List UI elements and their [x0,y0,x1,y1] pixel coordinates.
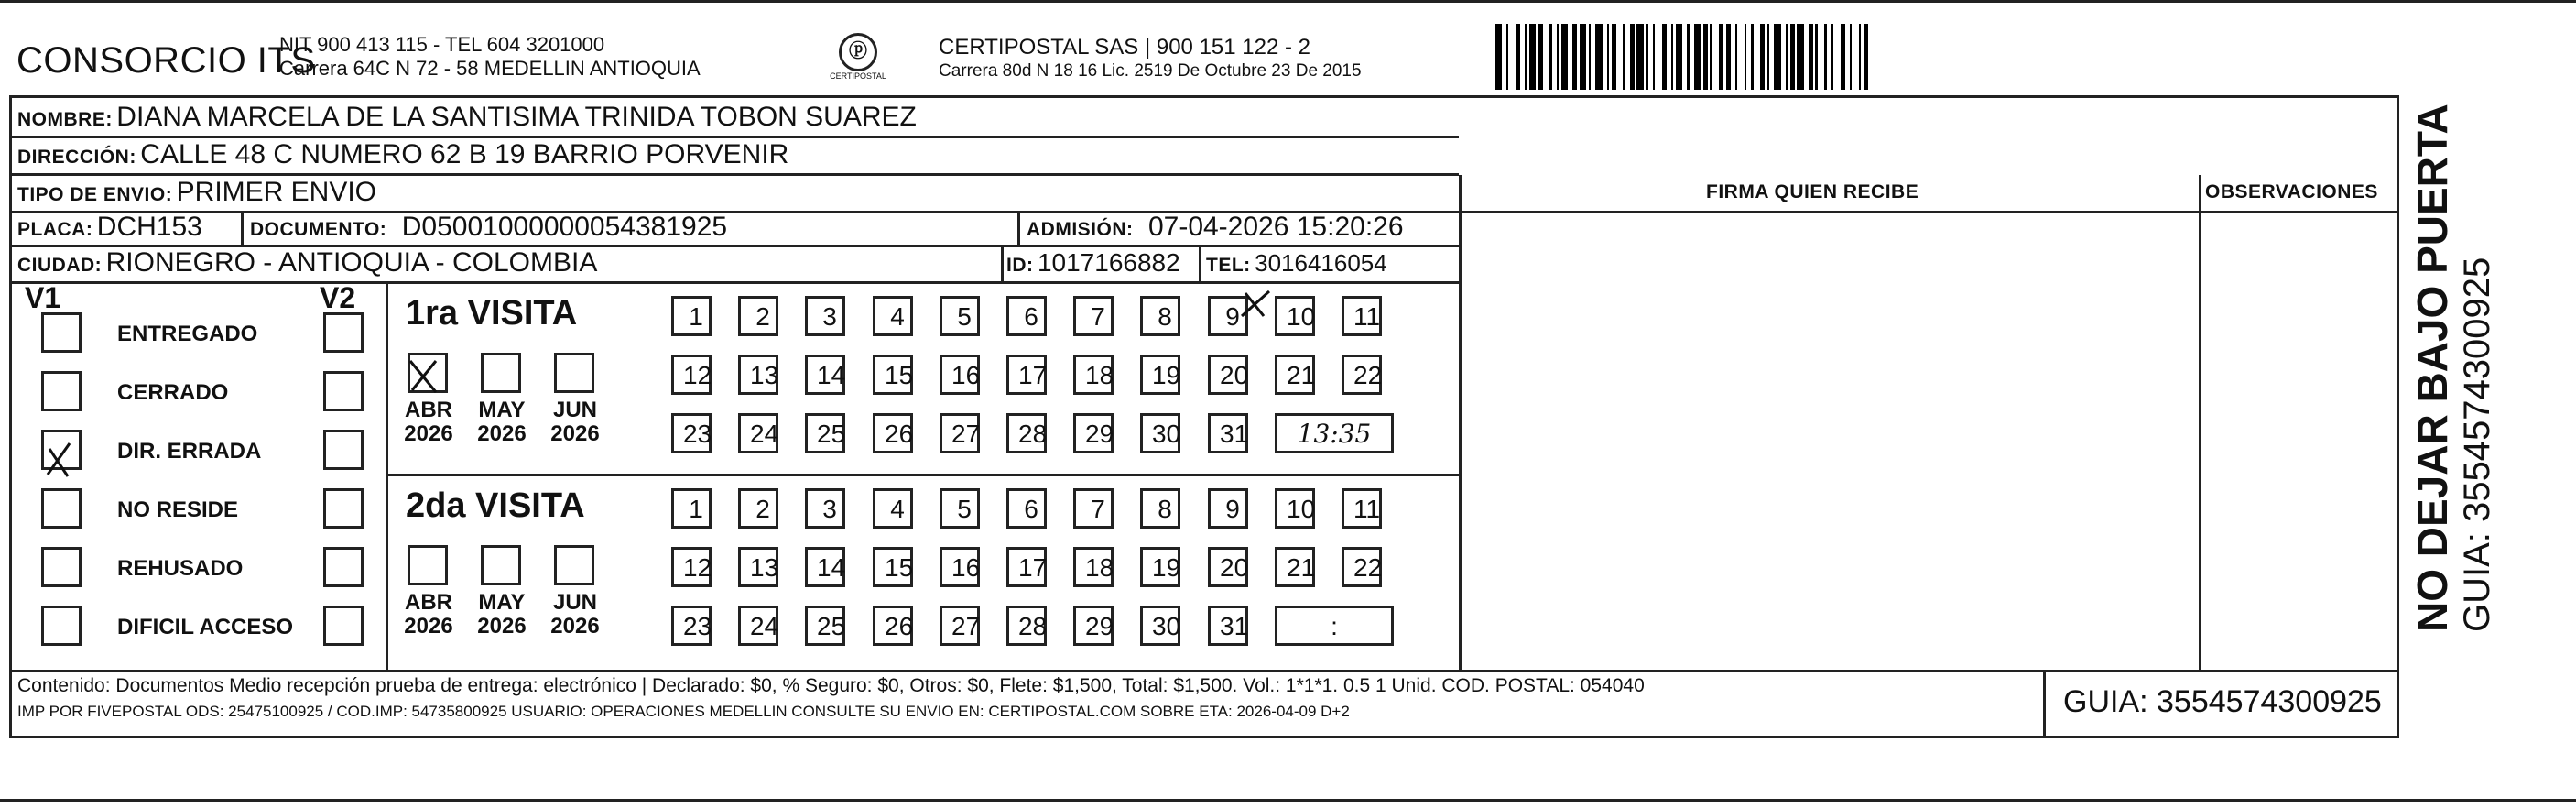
day-box[interactable]: 17 [1006,547,1047,587]
v1-checkbox[interactable] [41,606,82,646]
status-label: DIR. ERRADA [117,439,262,464]
month-checkbox[interactable] [554,545,594,585]
day-box[interactable]: 26 [873,413,913,453]
month-name: MAY [478,590,526,615]
month-label [470,399,534,446]
ciudad-label: CIUDAD: [17,255,103,276]
day-box[interactable]: 13 [738,355,778,395]
day-box[interactable]: 4 [873,296,913,336]
v2-checkbox[interactable] [323,488,364,529]
barcode-bar [1616,24,1624,90]
divider [241,212,244,246]
barcode-bar [1864,24,1868,90]
day-box[interactable]: 14 [805,547,845,587]
status-label: NO RESIDE [117,497,239,522]
status-label: CERRADO [117,380,229,405]
v2-checkbox[interactable] [323,371,364,411]
day-box[interactable]: 8 [1140,488,1180,529]
day-box[interactable]: 18 [1073,547,1114,587]
status-label: DIFICIL ACCESO [117,615,294,639]
admision-field [1027,212,1404,247]
barcode-bar [1561,24,1569,90]
v1-checkbox[interactable] [41,371,82,411]
certipostal-logo [829,33,887,84]
day-box[interactable]: 11 [1342,488,1382,529]
day-box[interactable]: 23 [671,413,712,453]
placa-label: PLACA: [17,219,93,240]
day-box[interactable]: 9 [1208,488,1248,529]
month-name: JUN [552,398,597,422]
day-box[interactable]: 1 [671,296,712,336]
certipostal-name: CERTIPOSTAL SAS | 900 151 122 - 2 [939,35,1310,60]
day-box[interactable]: 28 [1006,606,1047,646]
day-box[interactable]: 8 [1140,296,1180,336]
day-box[interactable]: 15 [873,547,913,587]
v1-checkbox[interactable] [41,312,82,353]
id-label: ID: [1006,255,1034,276]
barcode [1495,24,2223,90]
month-label [543,399,607,446]
month-year: 2026 [477,614,527,639]
placa-value: DCH153 [96,212,202,242]
company-nit-tel: NIT 900 413 115 - TEL 604 3201000 [279,33,605,56]
barcode-bar [1543,24,1550,90]
direccion-field [17,139,788,175]
day-box[interactable]: 5 [940,296,980,336]
admision-value: 07-04-2026 15:20:26 [1147,212,1404,242]
placa-field [17,212,202,247]
documento-value: D05001000000054381925 [401,212,728,242]
month-label [543,591,607,639]
divider [12,670,2397,672]
day-box[interactable]: 19 [1140,547,1180,587]
id-value: 1017166882 [1037,248,1180,277]
v1-checkbox[interactable] [41,430,82,470]
day-box[interactable]: 1 [671,488,712,529]
tipo-envio-label: TIPO DE ENVIO: [17,184,173,205]
day-box[interactable]: 3 [805,488,845,529]
side-guia: GUIA: 3554574300925 [2457,257,2497,632]
barcode-bar [1754,24,1761,90]
day-box[interactable]: 24 [738,413,778,453]
day-box[interactable]: 21 [1275,355,1315,395]
bottom-rule [0,799,2576,802]
day-box[interactable]: 12 [671,547,712,587]
day-box[interactable]: 31 [1208,413,1248,453]
month-label [470,591,534,639]
v2-checkbox[interactable] [323,547,364,587]
day-box[interactable]: 26 [873,606,913,646]
divider [1017,212,1020,246]
direccion-value: CALLE 48 C NUMERO 62 B 19 BARRIO PORVENIR [140,139,789,169]
barcode-bar [1580,24,1587,90]
month-checkbox[interactable] [408,545,448,585]
barcode-bar [1712,24,1720,90]
month-year: 2026 [550,421,600,446]
nombre-value: DIANA MARCELA DE LA SANTISIMA TRINIDA TOBON SUAREZ [116,102,917,132]
day-box[interactable]: 6 [1006,488,1047,529]
month-name: JUN [552,590,597,615]
day-box[interactable]: 29 [1073,606,1114,646]
day-box[interactable]: 15 [873,355,913,395]
day-box[interactable]: 21 [1275,547,1315,587]
divider [386,281,388,670]
time-box[interactable]: 13:35 [1275,413,1394,453]
divider [386,474,1459,476]
v1-checkbox[interactable] [41,547,82,587]
top-rule [0,0,2576,3]
day-box[interactable]: 11 [1342,296,1382,336]
time-box[interactable]: : [1275,606,1394,646]
day-box[interactable]: 4 [873,488,913,529]
barcode-bar [1818,24,1825,90]
observaciones-label: OBSERVACIONES [2205,181,2378,202]
side-warning: NO DEJAR BAJO PUERTA [2408,104,2456,632]
day-box[interactable]: 20 [1208,547,1248,587]
v1-label: V1 [25,281,61,314]
v2-checkbox[interactable] [323,312,364,353]
nombre-label: NOMBRE: [17,109,113,130]
barcode-bar [1595,24,1603,90]
month-year: 2026 [404,421,453,446]
ciudad-value: RIONEGRO - ANTIOQUIA - COLOMBIA [105,247,598,278]
month-checkbox[interactable] [481,353,521,393]
day-box[interactable]: 27 [940,606,980,646]
visit-title: 1ra VISITA [406,294,578,333]
day-box[interactable]: 17 [1006,355,1047,395]
day-box[interactable]: 10 [1275,296,1315,336]
side-text [2408,104,2498,632]
v2-checkbox[interactable] [323,430,364,470]
firma-label: FIRMA QUIEN RECIBE [1706,181,1919,202]
company-address: Carrera 64C N 72 - 58 MEDELLIN ANTIOQUIA [279,57,701,80]
month-name: MAY [478,398,526,422]
footer-guia: GUIA: 3554574300925 [2063,684,2382,719]
day-box[interactable]: 5 [940,488,980,529]
day-box[interactable]: 20 [1208,355,1248,395]
day-box[interactable]: 25 [805,606,845,646]
tipo-envio-value: PRIMER ENVIO [176,177,377,207]
day-box[interactable]: 10 [1275,488,1315,529]
footer-contenido: Contenido: Documentos Medio recepción prueba de entrega: electrónico | Declarado: $0, % Seguro: $0, Otros: $0, Flete: $1,500, Total: $1,500. Vol.: 1*1*1. 0.5 1 Unid. COD. POSTAL: 054040 [17,675,1645,696]
day-box[interactable]: 30 [1140,606,1180,646]
logo-text: CERTIPOSTAL [830,71,886,81]
barcode-bar [1737,24,1745,90]
day-box[interactable]: 16 [940,355,980,395]
day-box[interactable]: 22 [1342,547,1382,587]
id-field [1006,247,1180,283]
day-box[interactable]: 22 [1342,355,1382,395]
ciudad-field [17,247,597,283]
admision-label: ADMISIÓN: [1027,219,1134,240]
month-year: 2026 [404,614,453,639]
day-box[interactable]: 27 [940,413,980,453]
nombre-field [17,102,917,137]
divider [2043,672,2046,736]
month-year: 2026 [477,421,527,446]
day-box[interactable]: 2 [738,488,778,529]
day-box[interactable]: 7 [1073,488,1114,529]
day-box[interactable]: 24 [738,606,778,646]
visit-title: 2da VISITA [406,486,585,525]
tel-field [1206,247,1387,283]
divider [1459,175,1462,670]
day-box[interactable]: 19 [1140,355,1180,395]
barcode-bar [1833,24,1841,90]
day-box[interactable]: 28 [1006,413,1047,453]
month-label [397,591,461,639]
barcode-bar [1636,24,1644,90]
company-name: CONSORCIO ITS [16,40,316,81]
day-box[interactable]: 30 [1140,413,1180,453]
barcode-bar [1676,24,1683,90]
day-box[interactable]: 9 [1208,296,1248,336]
day-box[interactable]: 3 [805,296,845,336]
divider [1199,246,1201,281]
tipo-envio-field [17,177,376,213]
footer-imp: IMP POR FIVEPOSTAL ODS: 25475100925 / COD.IMP: 54735800925 USUARIO: OPERACIONES MEDELLIN CONSULTE SU ENVIO EN: CERTIPOSTAL.COM SOBRE ETA: 2026-04-09 D+2 [17,703,1350,720]
day-box[interactable]: 7 [1073,296,1114,336]
v2-label: V2 [320,281,356,314]
day-box[interactable]: 23 [671,606,712,646]
v1-checkbox[interactable] [41,488,82,529]
day-box[interactable]: 13 [738,547,778,587]
barcode-bar [1852,24,1859,90]
day-box[interactable]: 16 [940,547,980,587]
barcode-bar [1694,24,1701,90]
tel-label: TEL: [1206,255,1251,276]
certipostal-info [939,35,1362,82]
direccion-label: DIRECCIÓN: [17,147,136,168]
certipostal-address: Carrera 80d N 18 16 Lic. 2519 De Octubre 23 De 2015 [939,61,1362,81]
month-name: ABR [405,590,452,615]
day-box[interactable]: 18 [1073,355,1114,395]
month-label [397,399,461,446]
barcode-bar [1529,24,1537,90]
day-box[interactable]: 29 [1073,413,1114,453]
day-box[interactable]: 14 [805,355,845,395]
barcode-bar [1495,24,1502,90]
month-checkbox[interactable] [554,353,594,393]
company-info [279,33,701,81]
barcode-bar [1508,24,1516,90]
v2-checkbox[interactable] [323,606,364,646]
documento-label: DOCUMENTO: [250,219,387,240]
divider [2199,175,2201,670]
barcode-bar [1655,24,1662,90]
logo-icon: ⓟ [839,33,877,71]
documento-field [250,212,727,247]
status-label: ENTREGADO [117,322,258,346]
month-year: 2026 [550,614,600,639]
month-checkbox[interactable] [408,353,448,393]
day-box[interactable]: 25 [805,413,845,453]
divider [1001,246,1004,281]
status-label: REHUSADO [117,556,244,581]
day-box[interactable]: 2 [738,296,778,336]
day-box[interactable]: 12 [671,355,712,395]
shipping-form [9,95,2399,738]
day-box[interactable]: 31 [1208,606,1248,646]
tel-value: 3016416054 [1255,249,1387,277]
barcode-bar [1774,24,1781,90]
month-checkbox[interactable] [481,545,521,585]
barcode-bar [1797,24,1804,90]
month-name: ABR [405,398,452,422]
day-box[interactable]: 6 [1006,296,1047,336]
